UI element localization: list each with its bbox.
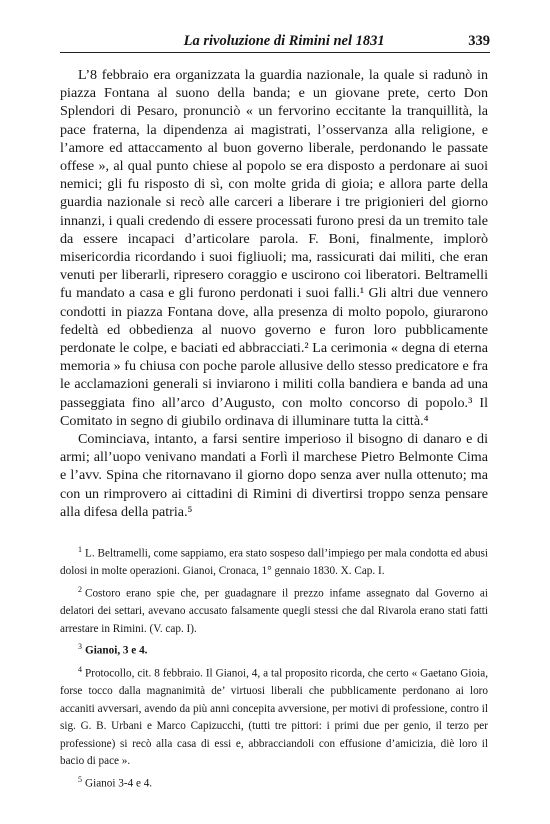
running-header bbox=[60, 30, 490, 53]
footnote-number: 4 bbox=[78, 664, 82, 674]
footnote-text: Costoro erano spie che, per guadagnare il prezzo infame assegnato dal Governo ai delatori dei settari, avevano accusato falsamente quegli stessi che dal Rivarola erano stati fatti arrestare in Rimini. (V. cap. I). bbox=[60, 587, 488, 635]
paragraph: Cominciava, intanto, a farsi sentire imperioso il bisogno di danaro e di armi; all’uopo venivano mandati a Forlì il marchese Pietro Belmonte Cima e l’avv. Spina che ritornavano il giorno dopo senza aver nulla ottenuto; ma con un rimprovero ai cittadini di Rimini di divertirsi troppo senza pensare alla difesa della patria.⁵ bbox=[60, 431, 488, 520]
footnote-text: Protocollo, cit. 8 febbraio. Il Gianoi, 4, a tal proposito ricorda, che certo « Gaetano Gioia, forse tocco dalla magnanimità de’ virtuosi liberali che pubblicamente perdonano ai loro accaniti avversari, avendo da più anni concepita avversione, per motivi di professione, contro il sig. G. B. Urbani e Marco Capizucchi, (tutti tre pittori: i primi due per genio, il terzo per professione) si recò alla casa di essi e, abbracciandoli con effusione d’amicizia, diè loro il bacio di pace ». bbox=[60, 667, 488, 768]
footnote-text: L. Beltramelli, come sappiamo, era stato sospeso dall’impiego per mala condotta ed abusi dolosi in molte operazioni. Gianoi, Cronaca, 1° gennaio 1830. X. Cap. I. bbox=[60, 547, 488, 578]
footnotes bbox=[60, 541, 488, 793]
footnote bbox=[60, 638, 488, 660]
footnote-text: Gianoi, 3 e 4. bbox=[85, 645, 148, 658]
paragraph: L’8 febbraio era organizzata la guardia nazionale, la quale si radunò in piazza Fontana al suono della banda; e un giovane prete, certo Don Splendori di Pesaro, pronunciò « un fervorino eccitante la tranquillità, la pace fraterna, la dipendenza ai magistrati, l’osservanza alla religione, e l’amore ed attaccamento al buon governo liberale, perdonando le passate offese », al qual punto chiese al popolo se era disposto a perdonare ai suoi nemici; gli fu risposto di sì, con molte grida di gioia; e allora parte della guardia nazionale si recò alle carceri a liberare i tre prigionieri del giorno innanzi, i quali credendo di essere processati furono presi da un tremito tale da essere incapaci d’articolare parola. F. Boni, finalmente, implorò misericordia ricordando i suoi figliuoli; ma, rassicurati dai militi, che eran venuti per liberarli, ripresero coraggio e uscirono coi liberatori. Beltramelli fu mandato a casa e gli furono perdonati i suoi falli.¹ Gli altri due vennero condotti in piazza Fontana dove, alla presenza di molto popolo, giurarono fedeltà ed obbedienza al nuovo governo e furon loro pubblicamente perdonate le colpe, e baciati ed abbracciati.² La cerimonia « degna di eterna memoria » fu chiusa con poche parole allusive dello stesso predicatore e fra le acclamazioni generali si inviarono i militi colla bandiera e banda ad una passeggiata fino all’arco d’Augusto, con molto concorso di popolo.³ Il Comitato in segno di giubilo ordinava di illuminare tutta la città.⁴ bbox=[60, 67, 488, 429]
footnote bbox=[60, 541, 488, 581]
footnote-number: 3 bbox=[78, 642, 82, 652]
footnote bbox=[60, 771, 488, 793]
main-text bbox=[60, 66, 488, 521]
page-number: 339 bbox=[468, 33, 490, 49]
footnote bbox=[60, 661, 488, 771]
footnote-number: 2 bbox=[78, 584, 82, 594]
footnote-number: 5 bbox=[78, 775, 82, 785]
footnote-text: Gianoi 3-4 e 4. bbox=[85, 777, 153, 790]
footnote-number: 1 bbox=[78, 545, 82, 554]
running-title: La rivoluzione di Rimini nel 1831 bbox=[183, 33, 385, 49]
footnote bbox=[60, 581, 488, 639]
